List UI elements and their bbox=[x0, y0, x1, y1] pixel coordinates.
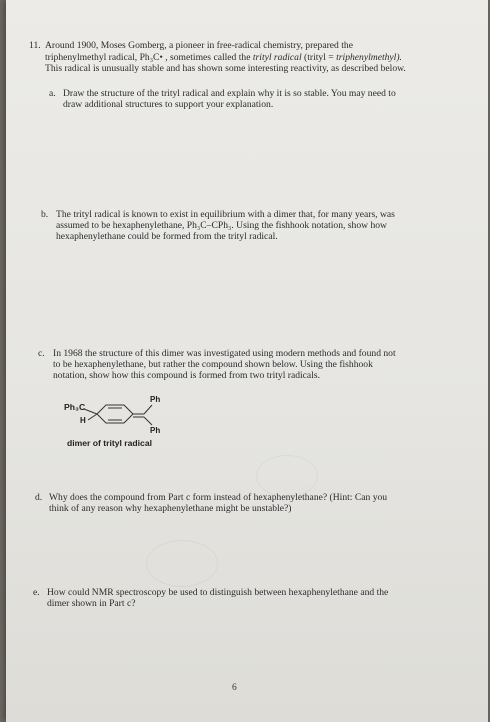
page-number: 6 bbox=[232, 683, 237, 693]
show-through-mark bbox=[256, 455, 318, 497]
part-e-line-2: dimer shown in Part c? bbox=[47, 598, 136, 609]
structure-caption: dimer of trityl radical bbox=[67, 438, 153, 448]
part-b-line-2: assumed to be hexaphenylethane, Ph₃C–CPh₃. Using the fishhook notation, show how bbox=[56, 220, 387, 231]
trityl-definition: triphenylmethyl). bbox=[336, 52, 402, 63]
worksheet-page bbox=[6, 0, 488, 722]
part-d-line-2: think of any reason why hexaphenylethane might be unstable?) bbox=[49, 503, 292, 514]
dimer-structure bbox=[64, 392, 184, 442]
bond-ph-top bbox=[144, 405, 152, 414]
question-intro-line-1: Around 1900, Moses Gomberg, a pioneer in free-radical chemistry, prepared the bbox=[45, 40, 353, 51]
part-c-line-3: notation, show how this compound is formed from two trityl radicals. bbox=[53, 370, 320, 381]
question-intro-line-3: This radical is unusually stable and has shown some interesting reactivity, as described below. bbox=[45, 63, 406, 74]
ph3c-group-label: Ph₃C bbox=[64, 402, 86, 412]
hydrogen-label: H bbox=[80, 416, 86, 425]
part-a-line-2: draw additional structures to support your explanation. bbox=[63, 99, 274, 110]
phenyl-bottom-label: Ph bbox=[150, 426, 161, 435]
phenyl-top-label: Ph bbox=[150, 395, 161, 404]
part-e-letter: e. bbox=[33, 587, 40, 598]
part-c-line-2: to be hexaphenylethane, but rather the compound shown below. Using the fishhook bbox=[53, 359, 373, 370]
part-a-line-1: Draw the structure of the trityl radical and explain why it is so stable. You may need to bbox=[63, 88, 396, 99]
bond-c-ph3c bbox=[84, 409, 97, 414]
part-c-line-1: In 1968 the structure of this dimer was investigated using modern methods and found not bbox=[53, 348, 396, 359]
part-b-line-3: hexaphenylethane could be formed from the trityl radical. bbox=[56, 231, 278, 242]
part-d-line-1: Why does the compound from Part c form instead of hexaphenylethane? (Hint: Can you bbox=[49, 492, 388, 503]
part-c-letter: c. bbox=[38, 348, 45, 359]
part-b-letter: b. bbox=[41, 209, 49, 220]
show-through-mark bbox=[146, 540, 218, 587]
trityl-term: trityl radical bbox=[252, 52, 302, 63]
bond-ph-bottom bbox=[144, 417, 152, 425]
question-intro-line-2: triphenylmethyl radical, Ph₃C• , sometimes called the trityl radical (trityl = triphenylmethyl). bbox=[45, 52, 402, 63]
part-a-letter: a. bbox=[49, 88, 56, 99]
part-b-line-1: The trityl radical is known to exist in equilibrium with a dimer that, for many years, was bbox=[56, 209, 395, 220]
part-e-line-1: How could NMR spectroscopy be used to distinguish between hexaphenylethane and the bbox=[47, 587, 389, 598]
question-number: 11. bbox=[29, 40, 41, 51]
part-d-letter: d. bbox=[35, 492, 43, 503]
bond-c-h bbox=[88, 414, 97, 420]
